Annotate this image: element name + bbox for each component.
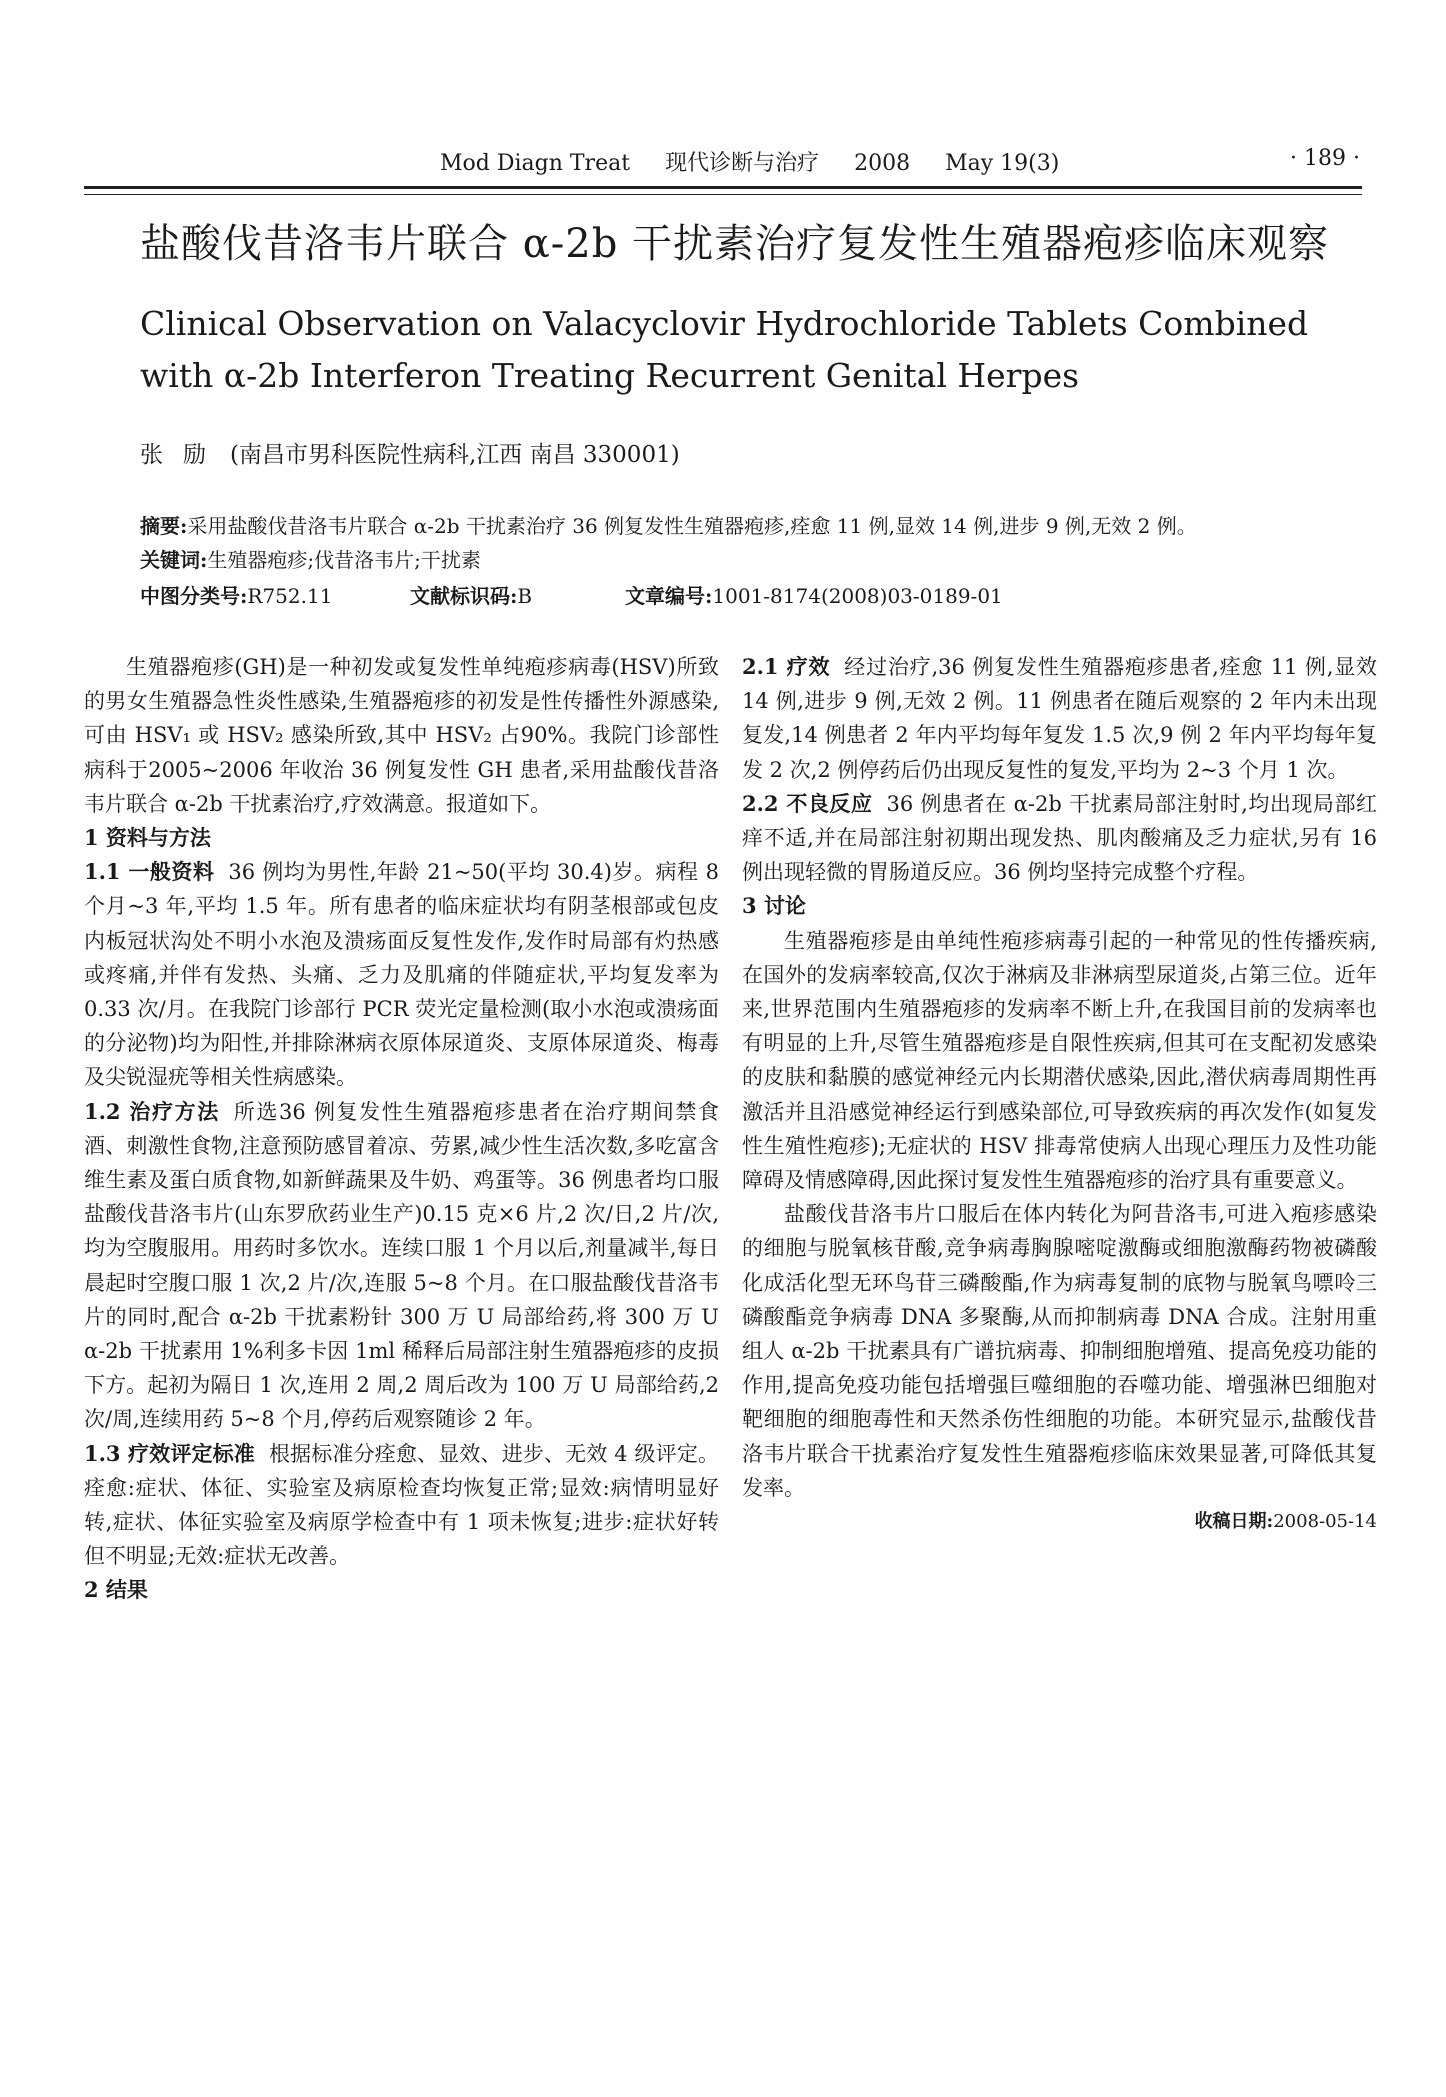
abstract-label: 摘要:	[140, 514, 188, 538]
journal-name-en: Mod Diagn Treat	[440, 151, 631, 176]
author-name: 张励	[140, 442, 226, 468]
received-date	[742, 1505, 1377, 1539]
received-value: 2008-05-14	[1273, 1511, 1377, 1533]
section-1-3-label: 1.3 疗效评定标准	[84, 1440, 255, 1466]
section-heading-3: 3 讨论	[742, 893, 806, 919]
classification-codes	[140, 580, 1360, 609]
section-1-1-label: 1.1 一般资料	[84, 859, 215, 885]
section-1-3	[84, 1437, 719, 1574]
author-line	[140, 436, 1340, 469]
article-code	[625, 580, 1003, 609]
section-1-1-text: 36 例均为男性,年龄 21~50(平均 30.4)岁。病程 8 个月~3 年,平均 1.5 年。所有患者的临床症状均有阴茎根部或包皮内板冠状沟处不明小水泡及溃疡面反复性发作,发作时局部有灼热感或疼痛,并伴有发热、头痛、乏力及肌痛的伴随症状,平均复发率为 0.33 次/月。在我院门诊部行 PCR 荧光定量检测(取小水泡或溃疡面的分泌物)均为阳性,并排除淋病衣原体尿道炎、支原体尿道炎、梅毒及尖锐湿疣等相关性病感染。	[84, 860, 719, 1090]
received-label: 收稿日期:	[1194, 1511, 1274, 1533]
abstract-text: 采用盐酸伐昔洛韦片联合 α-2b 干扰素治疗 36 例复发性生殖器疱疹,痊愈 11 例,显效 14 例,进步 9 例,无效 2 例。	[187, 514, 1197, 538]
clc-value: R752.11	[247, 584, 333, 608]
section-1-3-text: 根据标准分痊愈、显效、进步、无效 4 级评定。痊愈:症状、体征、实验室及病原检查均恢复正常;显效:病情明显好转,症状、体征实验室及病原学检查中有 1 项未恢复;进步:症状好转但不明显;无效:症状无改善。	[84, 1441, 719, 1569]
header-rule-thick	[84, 186, 1362, 189]
section-2-1-text: 经过治疗,36 例复发性生殖器疱疹患者,痊愈 11 例,显效 14 例,进步 9 例,无效 2 例。11 例患者在随后观察的 2 年内未出现复发,14 例患者 2 年内平均每年复发 1.5 次,9 例 2 年内平均每年复发 2 次,2 例停药后仍出现反复性的复发,平均为 2~3 个月 1 次。	[742, 655, 1377, 782]
section-heading-2: 2 结果	[84, 1577, 148, 1603]
section-2-2	[742, 787, 1377, 890]
section-1-1	[84, 855, 719, 1094]
section-2-2-label: 2.2 不良反应	[742, 790, 873, 816]
article-label: 文章编号:	[625, 584, 713, 608]
section-1-2	[84, 1095, 719, 1437]
left-column	[84, 650, 719, 1608]
journal-name-cn: 现代诊断与治疗	[665, 151, 820, 176]
section-1-2-label: 1.2 治疗方法	[84, 1098, 220, 1124]
journal-year: 2008	[854, 151, 911, 176]
keywords-text: 生殖器疱疹;伐昔洛韦片;干扰素	[207, 548, 481, 572]
section-2-2-text: 36 例患者在 α-2b 干扰素局部注射时,均出现局部红痒不适,并在局部注射初期出现发热、肌肉酸痛及乏力症状,另有 16 例出现轻微的胃肠道反应。36 例均坚持完成整个疗程。	[742, 791, 1377, 885]
intro-paragraph: 生殖器疱疹(GH)是一种初发或复发性单纯疱疹病毒(HSV)所致的男女生殖器急性炎性感染,生殖器疱疹的初发是性传播性外源感染,可由 HSV₁ 或 HSV₂ 感染所致,其中 HSV₂ 占90%。我院门诊部性病科于2005~2006 年收治 36 例复发性 GH 患者,采用盐酸伐昔洛韦片联合 α-2b 干扰素治疗,疗效满意。报道如下。	[84, 655, 719, 816]
right-column	[742, 650, 1377, 1539]
page-number: · 189 ·	[1290, 146, 1360, 171]
keywords-label: 关键词:	[140, 548, 208, 572]
author-affiliation: (南昌市男科医院性病科,江西 南昌 330001)	[230, 442, 680, 468]
discussion-paragraph-2: 盐酸伐昔洛韦片口服后在体内转化为阿昔洛韦,可进入疱疹感染的细胞与脱氧核苷酸,竞争病毒胸腺嘧啶激酶或细胞激酶药物被磷酸化成活化型无环鸟苷三磷酸酯,作为病毒复制的底物与脱氧鸟嘌呤三磷酸酯竞争病毒 DNA 多聚酶,从而抑制病毒 DNA 合成。注射用重组人 α-2b 干扰素具有广谱抗病毒、抑制细胞增殖、提高免疫功能的作用,提高免疫功能包括增强巨噬细胞的吞噬功能、增强淋巴细胞对靶细胞的细胞毒性和天然杀伤性细胞的功能。本研究显示,盐酸伐昔洛韦片联合干扰素治疗复发性生殖器疱疹临床效果显著,可降低其复发率。	[742, 1202, 1377, 1500]
abstract	[140, 510, 1360, 539]
clc-code	[140, 584, 332, 608]
article-value: 1001-8174(2008)03-0189-01	[712, 584, 1003, 608]
discussion-paragraph-1: 生殖器疱疹是由单纯性疱疹病毒引起的一种常见的性传播疾病,在国外的发病率较高,仅次于淋病及非淋病型尿道炎,占第三位。近年来,世界范围内生殖器疱疹的发病率不断上升,在我国目前的发病率也有明显的上升,尽管生殖器疱疹是自限性疾病,但其可在支配初发感染的皮肤和黏膜的感觉神经元内长期潜伏感染,因此,潜伏病毒周期性再激活并且沿感觉神经运行到感染部位,可导致疾病的再次发作(如复发性生殖性疱疹);无症状的 HSV 排毒常使病人出现心理压力及性功能障碍及情感障碍,因此探讨复发性生殖器疱疹的治疗具有重要意义。	[742, 928, 1377, 1193]
title-english: Clinical Observation on Valacyclovir Hydrochloride Tablets Combined with α-2b Interferon Treating Recurrent Genital Herpes	[140, 304, 1309, 395]
section-2-1-label: 2.1 疗效	[742, 654, 831, 679]
doc-code	[410, 580, 532, 609]
section-2-1	[742, 650, 1377, 787]
running-header	[140, 146, 1360, 186]
section-heading-1: 1 资料与方法	[84, 825, 211, 851]
doc-label: 文献标识码:	[410, 584, 518, 608]
journal-citation	[440, 146, 1087, 177]
journal-issue: May 19(3)	[945, 151, 1060, 176]
clc-label: 中图分类号:	[140, 584, 248, 608]
keywords	[140, 544, 1360, 573]
header-rule-thin	[84, 194, 1362, 195]
section-1-2-text: 所选36 例复发性生殖器疱疹患者在治疗期间禁食酒、刺激性食物,注意预防感冒着凉、劳累,减少性生活次数,多吃富含维生素及蛋白质食物,如新鲜蔬果及牛奶、鸡蛋等。36 例患者均口服盐酸伐昔洛韦片(山东罗欣药业生产)0.15 克×6 片,2 次/日,2 片/次,均为空腹服用。用药时多饮水。连续口服 1 个月以后,剂量减半,每日晨起时空腹口服 1 次,2 片/次,连服 5~8 个月。在口服盐酸伐昔洛韦片的同时,配合 α-2b 干扰素粉针 300 万 U 局部给药,将 300 万 U α-2b 干扰素用 1%利多卡因 1ml 稀释后局部注射生殖器疱疹的皮损下方。起初为隔日 1 次,连用 2 周,2 周后改为 100 万 U 局部给药,2 次/周,连续用药 5~8 个月,停药后观察随诊 2 年。	[84, 1099, 719, 1432]
title-chinese: 盐酸伐昔洛韦片联合 α-2b 干扰素治疗复发性生殖器疱疹临床观察	[140, 221, 1330, 267]
doc-value: B	[517, 584, 533, 608]
